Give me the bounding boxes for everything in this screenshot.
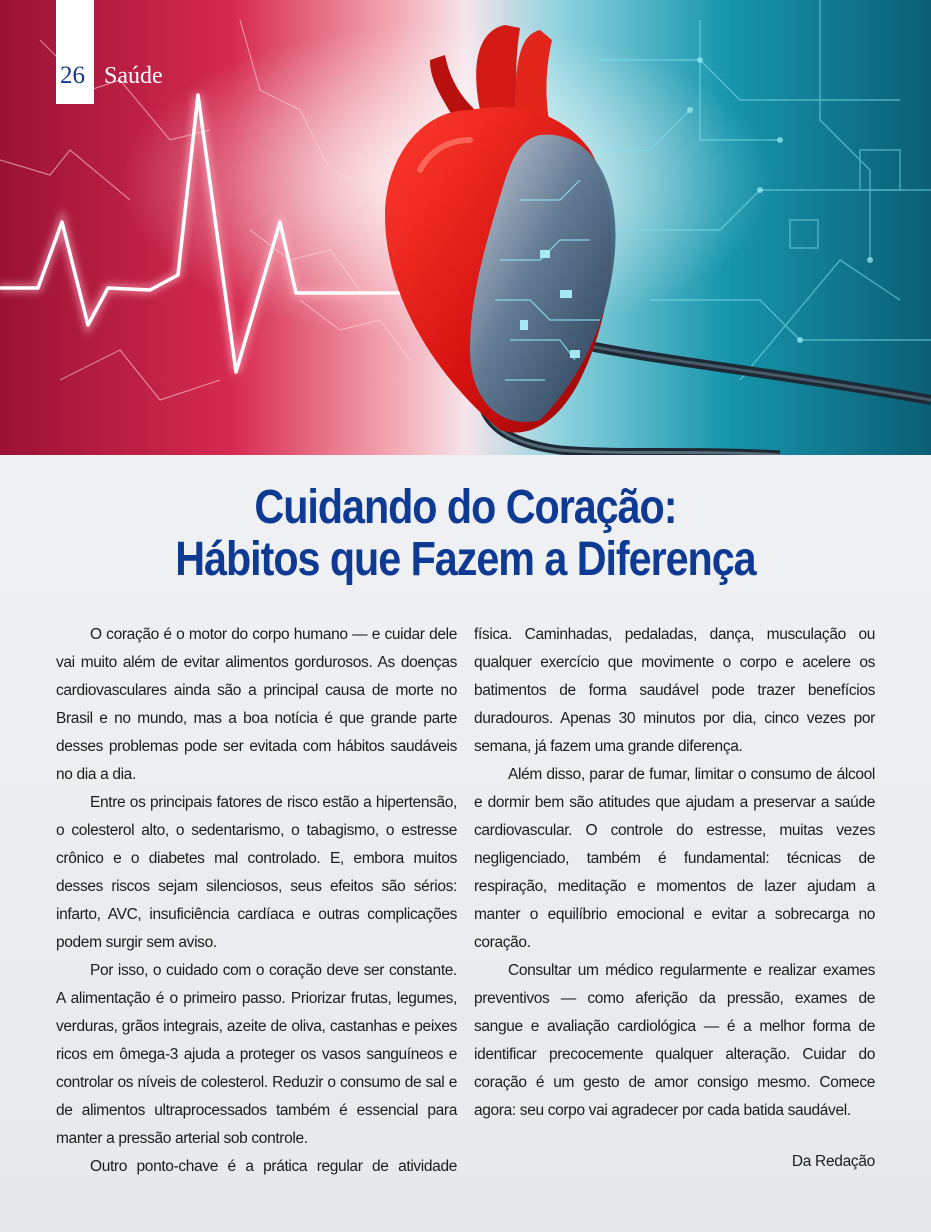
paragraph: Por isso, o cuidado com o coração deve ser constante. A alimentação é o primeiro passo. Priorizar frutas, legumes, verduras, grãos integrais, azeite de oliva, castanhas e peixes ricos em ômega-3 ajuda a proteger os vasos sanguíneos e controlar os níveis de colesterol. Reduzir o consumo de sal e de alimentos ultraprocessados também é essencial para manter a pressão arterial sob controle. — [56, 962, 457, 1147]
paragraph: Outro ponto-chave é a prática regular de atividade — [90, 1158, 457, 1175]
title-line-1: Cuidando do Coração: — [254, 481, 677, 534]
signature: Da Redação — [791, 1153, 875, 1170]
right-column — [474, 621, 875, 1125]
left-column — [56, 621, 457, 1181]
paragraph: física. Caminhadas, pedaladas, dança, musculação ou qualquer exercício que movimente o corpo e acelere os batimentos de forma saudável pode trazer benefícios duradouros. Apenas 30 minutos por dia, cinco vezes por semana, já fazem uma grande diferença. — [474, 626, 875, 755]
paragraph: Além disso, parar de fumar, limitar o consumo de álcool e dormir bem são atitudes que ajudam a preservar a saúde cardiovascular. O controle do estresse, muitas vezes negligenciado, também é fundamental: técnicas de respiração, meditação e momentos de lazer ajudam a manter o equilíbrio emocional e evitar a sobrecarga no coração. — [474, 766, 875, 951]
article-title — [65, 482, 866, 586]
paragraph: O coração é o motor do corpo humano — e cuidar dele vai muito além de evitar alimentos gordurosos. As doenças cardiovasculares ainda são a principal causa de morte no Brasil e no mundo, mas a boa notícia é que grande parte desses problemas pode ser evitada com hábitos saudáveis no dia a dia. — [56, 626, 457, 783]
section-name: Saúde — [104, 63, 163, 89]
page-tab — [0, 0, 180, 104]
title-line-2: Hábitos que Fazem a Diferença — [175, 533, 756, 586]
page-number: 26 — [60, 62, 85, 89]
paragraph: Entre os principais fatores de risco estão a hipertensão, o colesterol alto, o sedentarismo, o tabagismo, o estresse crônico e o diabetes mal controlado. E, embora muitos desses riscos sejam silenciosos, seus efeitos são sérios: infarto, AVC, insuficiência cardíaca e outras complicações podem surgir sem aviso. — [56, 794, 457, 951]
paragraph: Consultar um médico regularmente e realizar exames preventivos — como aferição da pressão, exames de sangue e avaliação cardiológica — é a melhor forma de identificar precocemente qualquer alteração. Cuidar do coração é um gesto de amor consigo mesmo. Comece agora: seu corpo vai agradecer por cada batida saudável. — [474, 962, 875, 1119]
